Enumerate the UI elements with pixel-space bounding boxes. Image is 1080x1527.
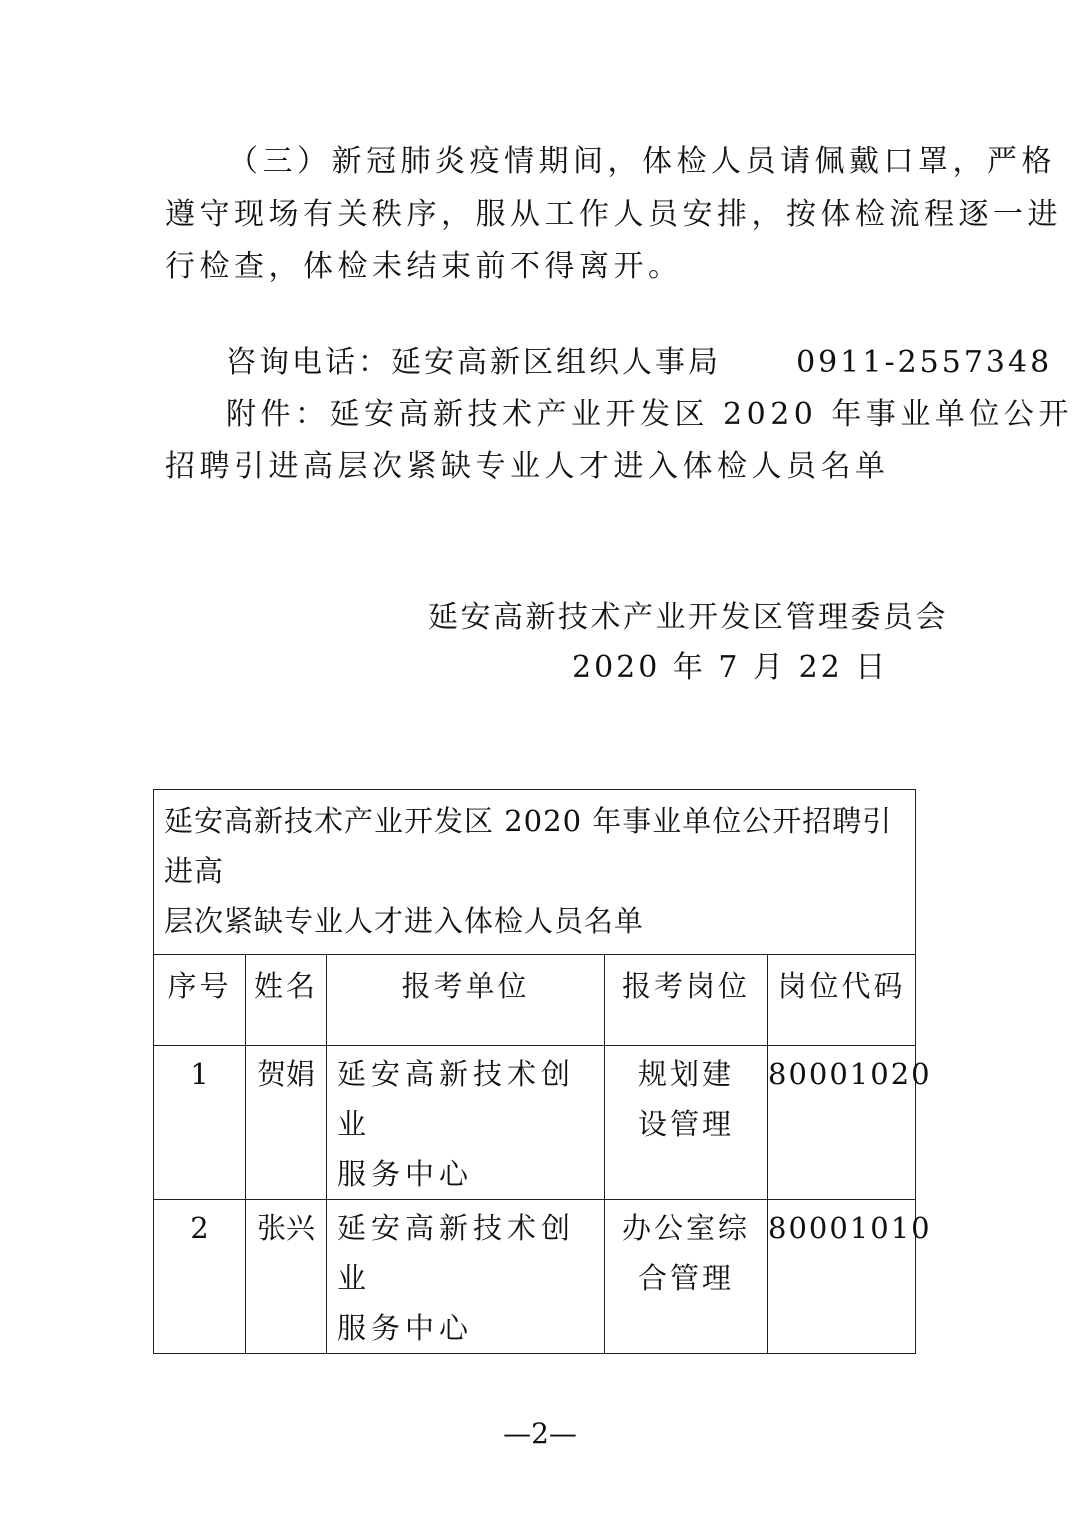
cell-post	[605, 1046, 768, 1200]
contact-line	[226, 346, 1052, 380]
issue-date: 2020 年 7 月 22 日	[572, 650, 889, 685]
cell-post-line-1: 办公室综	[621, 1211, 750, 1245]
candidate-table	[153, 789, 932, 1354]
issuer-org: 延安高新技术产业开发区管理委员会	[428, 600, 948, 635]
cell-unit-line-2: 服务中心	[337, 1157, 474, 1191]
cell-code: 80001010	[768, 1200, 916, 1354]
contact-phone: 0911-2557348	[796, 345, 1053, 380]
header-post: 报考岗位	[605, 955, 768, 1046]
cell-no: 2	[154, 1200, 246, 1354]
cell-post-line-2: 合管理	[637, 1261, 734, 1295]
cell-unit-line-2: 服务中心	[337, 1311, 474, 1345]
paragraph-3-line-1: （三）新冠肺炎疫情期间，体检人员请佩戴口罩，严格	[228, 144, 1056, 179]
cell-name: 张兴	[246, 1200, 327, 1354]
table-row	[154, 1200, 916, 1354]
cell-name: 贺娟	[246, 1046, 327, 1200]
table-header-row	[154, 955, 916, 1046]
paragraph-3-line-3: 行检查，体检未结束前不得离开。	[165, 249, 683, 284]
attachment-line-2: 招聘引进高层次紧缺专业人才进入体检人员名单	[165, 449, 890, 484]
page-number: —2—	[503, 1417, 577, 1450]
cell-unit-line-1: 延安高新技术创业	[337, 1057, 576, 1141]
cell-no: 1	[154, 1046, 246, 1200]
cell-code: 80001020	[768, 1046, 916, 1200]
header-code: 岗位代码	[768, 955, 916, 1046]
cell-unit	[327, 1200, 605, 1354]
cell-unit-line-1: 延安高新技术创业	[337, 1211, 576, 1295]
attachment-line-1: 附件：延安高新技术产业开发区 2020 年事业单位公开	[226, 397, 1073, 432]
header-name: 姓名	[246, 955, 327, 1046]
table-title-line-1: 延安高新技术产业开发区 2020 年事业单位公开招聘引进高	[164, 804, 893, 888]
cell-post-line-2: 设管理	[637, 1107, 734, 1141]
contact-label: 咨询电话：延安高新区组织人事局	[226, 345, 721, 380]
cell-unit	[327, 1046, 605, 1200]
header-unit: 报考单位	[327, 955, 605, 1046]
header-no: 序号	[154, 955, 246, 1046]
cell-post-line-1: 规划建	[637, 1057, 734, 1091]
table-row	[154, 1046, 916, 1200]
table-title-line-2: 层次紧缺专业人才进入体检人员名单	[164, 904, 645, 938]
paragraph-3-line-2: 遵守现场有关秩序，服从工作人员安排，按体检流程逐一进	[165, 197, 1062, 232]
table-title	[154, 790, 916, 955]
cell-post	[605, 1200, 768, 1354]
